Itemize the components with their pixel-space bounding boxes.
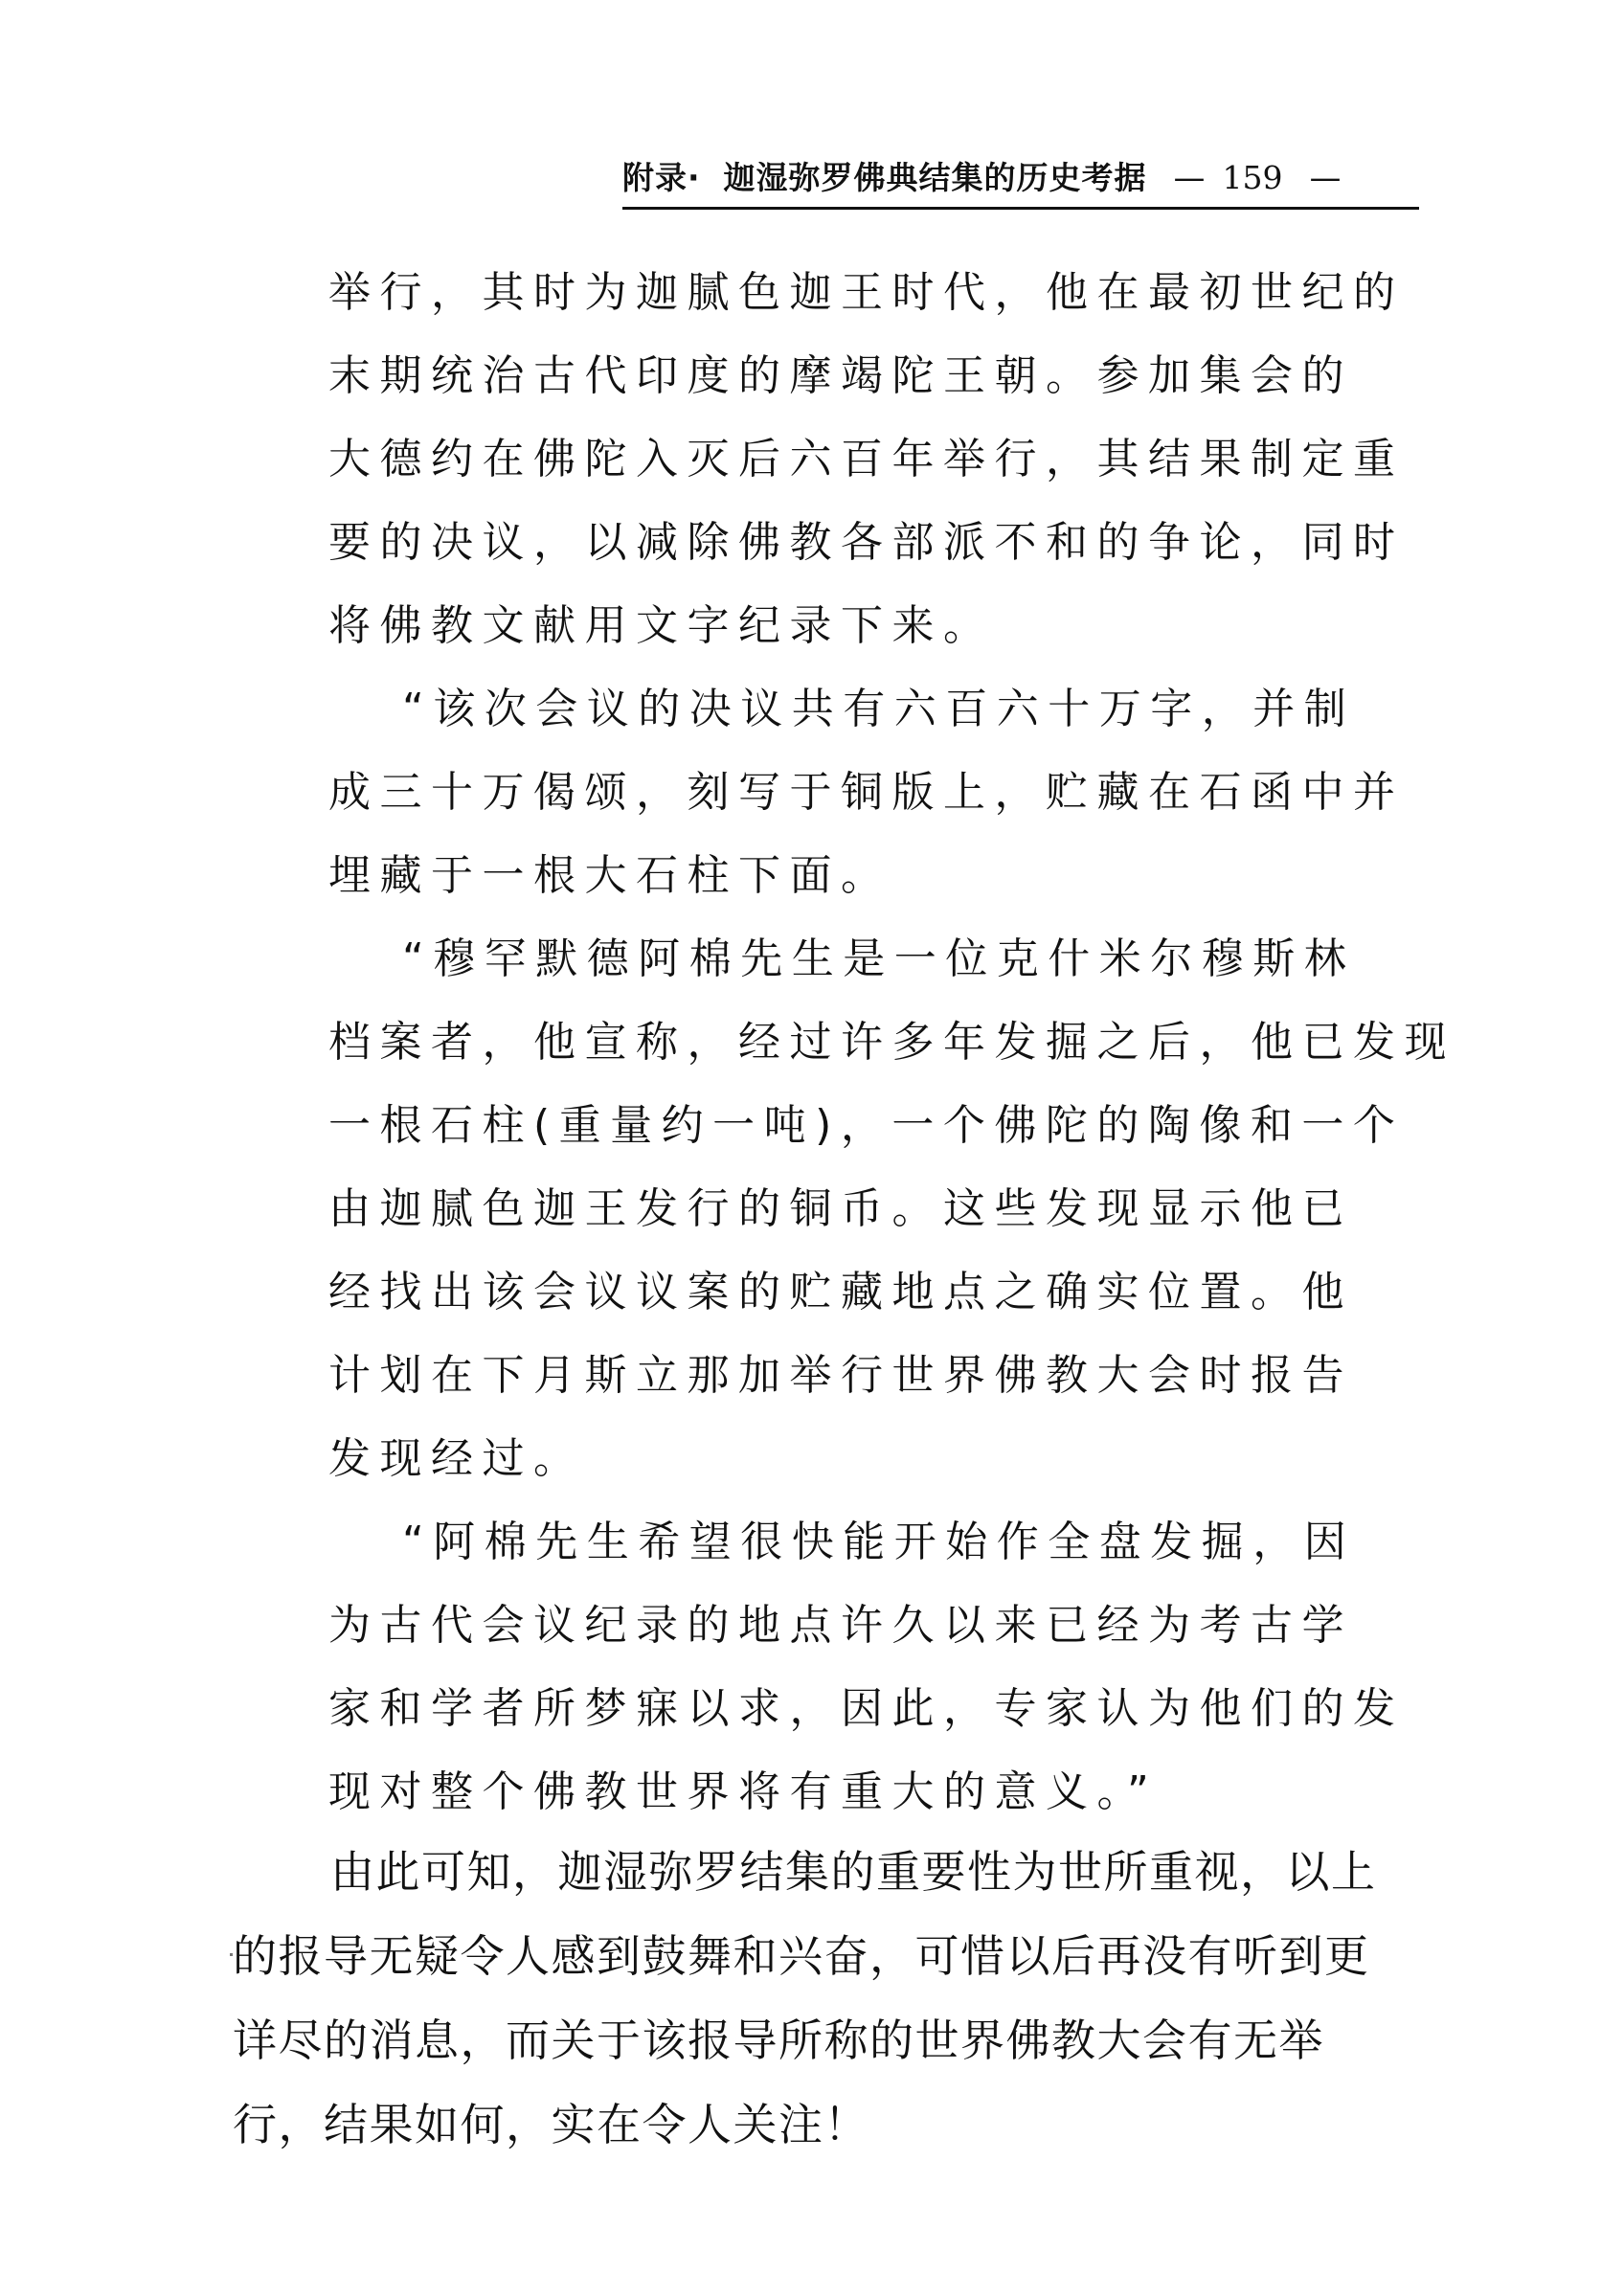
quote-line: “阿棉先生希望很快能开始作全盘发掘，因 [402,1518,1356,1566]
quote-line: “该次会议的决议共有六百六十万字，并制 [402,685,1356,733]
header-dash-left: — [1173,159,1206,196]
quote-line: 成三十万偈颂，刻写于铜版上，贮藏在石函中并 [328,768,1405,817]
scan-speck [230,1953,233,1956]
header-section-label: 附录· [622,159,701,196]
quote-line: 末期统治古代印度的摩竭陀王朝。参加集会的 [328,351,1353,400]
page-number: 159 [1222,159,1283,196]
quote-line: 现对整个佛教世界将有重大的意义。” [328,1767,1159,1816]
body-line: 由此可知，迦湿弥罗结集的重要性为世所重视，以上 [330,1846,1377,1898]
header-dash-right: — [1309,159,1342,196]
quote-line: 一根石柱(重量约一吨)，一个佛陀的陶像和一个 [328,1101,1405,1150]
quote-line: 家和学者所梦寐以求，因此，专家认为他们的发 [328,1684,1405,1733]
body-line: 行，结果如何，实在令人关注！ [233,2099,869,2150]
quote-line: 发现经过。 [328,1434,585,1483]
quote-line: 经找出该会议议案的贮藏地点之确实位置。他 [328,1268,1353,1316]
header-chapter-title: 迦湿弥罗佛典结集的历史考据 [723,159,1147,196]
quote-line: 由迦腻色迦王发行的铜币。这些发现显示他已 [328,1184,1353,1233]
quote-line: 为古代会议纪录的地点许久以来已经为考古学 [328,1601,1353,1650]
running-header [622,151,1419,205]
body-line: 的报导无疑令人感到鼓舞和兴奋，可惜以后再没有听到更 [233,1930,1370,1982]
body-line: 详尽的消息，而关于该报导所称的世界佛教大会有无举 [233,2014,1324,2066]
quote-line: 档案者，他宣称，经过许多年发掘之后，他已发现 [328,1018,1455,1067]
quote-line: 举行，其时为迦腻色迦王时代，他在最初世纪的 [328,268,1405,317]
header-rule [622,207,1419,210]
quote-line: 埋藏于一根大石柱下面。 [328,851,892,900]
quote-line: 要的决议，以减除佛教各部派不和的争论，同时 [328,518,1405,567]
quote-line: 大德约在佛陀入灭后六百年举行，其结果制定重 [328,435,1405,484]
quote-line: 将佛教文献用文字纪录下来。 [328,601,995,650]
quote-line: 计划在下月斯立那加举行世界佛教大会时报告 [328,1351,1353,1400]
quote-line: “穆罕默德阿棉先生是一位克什米尔穆斯林 [402,934,1356,983]
